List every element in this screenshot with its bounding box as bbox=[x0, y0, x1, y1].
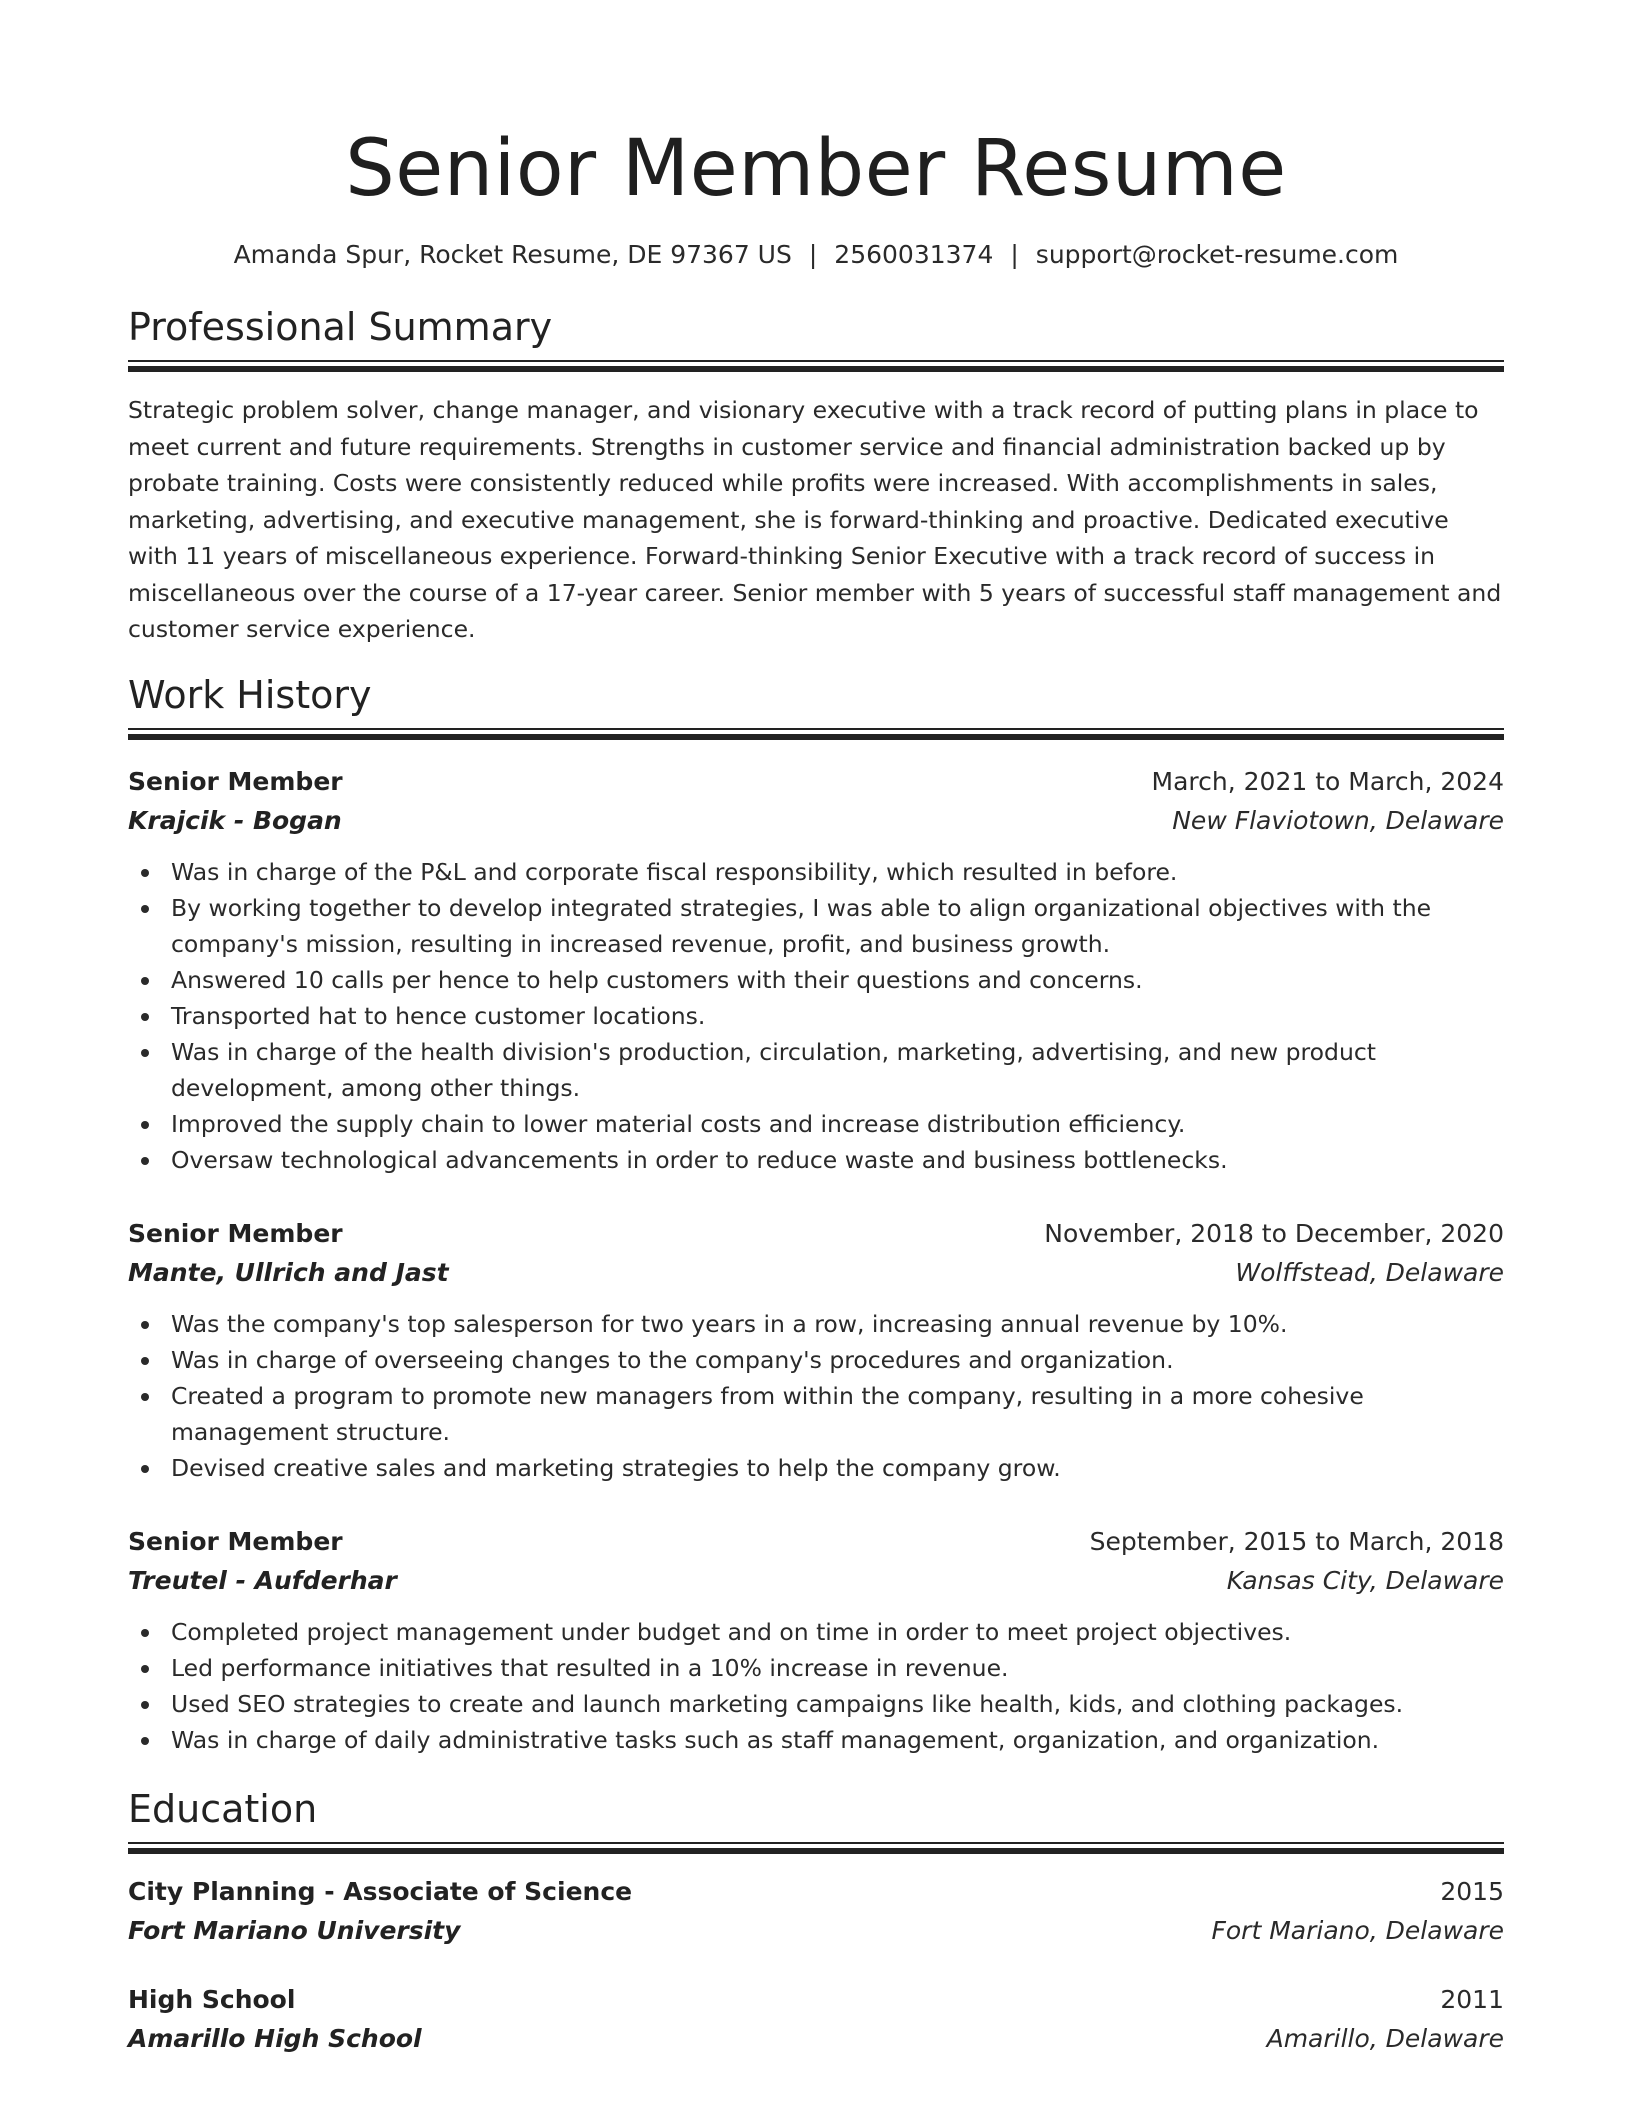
job-bullet bbox=[128, 1034, 1504, 1106]
education-degree: City Planning - Associate of Science bbox=[128, 1876, 633, 1906]
job-company-row bbox=[128, 802, 1504, 840]
education-entry bbox=[128, 1980, 1504, 2058]
job-bullet-text: Was in charge of overseeing changes to the company's procedures and organization. bbox=[171, 1345, 1174, 1374]
education-header-row bbox=[128, 1872, 1504, 1912]
education-year: 2015 bbox=[1440, 1876, 1504, 1906]
contact-separator: | bbox=[1010, 240, 1019, 269]
education-location: Amarillo, Delaware bbox=[1266, 2023, 1504, 2053]
job-title: Senior Member bbox=[128, 766, 343, 796]
job-dates: November, 2018 to December, 2020 bbox=[1044, 1218, 1504, 1248]
job-bullet-text: Completed project management under budget and on time in order to meet project objectives. bbox=[171, 1617, 1292, 1646]
education-section bbox=[128, 1786, 1504, 2058]
job-entry bbox=[128, 1522, 1504, 1758]
bullet-icon bbox=[141, 977, 149, 985]
job-bullet bbox=[128, 854, 1504, 890]
education-school: Fort Mariano University bbox=[128, 1915, 461, 1945]
section-divider bbox=[128, 1842, 1504, 1854]
bullet-icon bbox=[141, 1665, 149, 1673]
job-bullet bbox=[128, 890, 1504, 962]
job-bullet-list bbox=[128, 1614, 1504, 1758]
job-title: Senior Member bbox=[128, 1526, 343, 1556]
job-bullet-text: Was in charge of the health division's production, circulation, marketing, advertising, and new product development, among other things. bbox=[171, 1037, 1376, 1102]
job-bullet bbox=[128, 1650, 1504, 1686]
education-year: 2011 bbox=[1440, 1984, 1504, 2014]
bullet-icon bbox=[141, 905, 149, 913]
job-bullet bbox=[128, 1342, 1504, 1378]
job-bullet-text: Transported hat to hence customer locations. bbox=[171, 1001, 706, 1030]
education-school-row bbox=[128, 2020, 1504, 2058]
job-bullet-text: Devised creative sales and marketing strategies to help the company grow. bbox=[171, 1453, 1061, 1482]
section-divider bbox=[128, 360, 1504, 372]
summary-heading: Professional Summary bbox=[128, 305, 553, 349]
job-bullet-text: Was the company's top salesperson for two years in a row, increasing annual revenue by 10%. bbox=[171, 1309, 1288, 1338]
job-header-row bbox=[128, 1522, 1504, 1562]
bullet-icon bbox=[141, 869, 149, 877]
job-bullet bbox=[128, 1614, 1504, 1650]
contact-phone: 2560031374 bbox=[834, 240, 994, 269]
job-bullet-text: Was in charge of the P&L and corporate fiscal responsibility, which resulted in before. bbox=[171, 857, 1178, 886]
education-header-row bbox=[128, 1980, 1504, 2020]
job-company: Krajcik - Bogan bbox=[128, 805, 342, 835]
job-header-row bbox=[128, 1214, 1504, 1254]
job-bullet-list bbox=[128, 1306, 1504, 1486]
bullet-icon bbox=[141, 1013, 149, 1021]
bullet-icon bbox=[141, 1629, 149, 1637]
job-entry bbox=[128, 1214, 1504, 1486]
job-bullet-text: Used SEO strategies to create and launch marketing campaigns like health, kids, and clothing packages. bbox=[171, 1689, 1404, 1718]
work-history-section bbox=[128, 672, 1504, 1758]
summary-section bbox=[128, 304, 1504, 648]
job-bullet-text: Was in charge of daily administrative tasks such as staff management, organization, and organization. bbox=[171, 1725, 1380, 1754]
bullet-icon bbox=[141, 1321, 149, 1329]
job-title: Senior Member bbox=[128, 1218, 343, 1248]
job-dates: March, 2021 to March, 2024 bbox=[1151, 766, 1504, 796]
bullet-icon bbox=[141, 1737, 149, 1745]
education-school: Amarillo High School bbox=[128, 2023, 422, 2053]
job-bullet bbox=[128, 1306, 1504, 1342]
bullet-icon bbox=[141, 1393, 149, 1401]
contact-email: support@rocket-resume.com bbox=[1035, 240, 1399, 269]
education-degree: High School bbox=[128, 1984, 296, 2014]
job-header-row bbox=[128, 762, 1504, 802]
job-bullet bbox=[128, 998, 1504, 1034]
job-bullet bbox=[128, 1686, 1504, 1722]
bullet-icon bbox=[141, 1049, 149, 1057]
job-bullet-text: Answered 10 calls per hence to help customers with their questions and concerns. bbox=[171, 965, 1143, 994]
education-location: Fort Mariano, Delaware bbox=[1211, 1915, 1504, 1945]
education-entry bbox=[128, 1872, 1504, 1950]
education-heading: Education bbox=[128, 1786, 318, 1831]
job-dates: September, 2015 to March, 2018 bbox=[1089, 1526, 1504, 1556]
work-history-heading: Work History bbox=[128, 672, 372, 717]
job-company: Mante, Ullrich and Jast bbox=[128, 1257, 449, 1287]
section-divider bbox=[128, 728, 1504, 740]
job-location: Wolffstead, Delaware bbox=[1235, 1257, 1504, 1287]
bullet-icon bbox=[141, 1701, 149, 1709]
job-location: Kansas City, Delaware bbox=[1226, 1565, 1504, 1595]
bullet-icon bbox=[141, 1357, 149, 1365]
job-bullet-text: Oversaw technological advancements in order to reduce waste and business bottlenecks. bbox=[171, 1145, 1228, 1174]
job-bullet bbox=[128, 1450, 1504, 1486]
job-bullet bbox=[128, 1142, 1504, 1178]
job-bullet bbox=[128, 1378, 1504, 1450]
education-school-row bbox=[128, 1912, 1504, 1950]
contact-separator: | bbox=[808, 240, 818, 269]
job-bullet bbox=[128, 962, 1504, 998]
job-location: New Flaviotown, Delaware bbox=[1172, 805, 1504, 835]
job-company-row bbox=[128, 1562, 1504, 1600]
bullet-icon bbox=[141, 1121, 149, 1129]
job-bullet-text: By working together to develop integrated strategies, I was able to align organizational objectives with the company's mission, resulting in increased revenue, profit, and business growth. bbox=[171, 893, 1432, 958]
job-entry bbox=[128, 762, 1504, 1178]
job-company-row bbox=[128, 1254, 1504, 1292]
job-bullet bbox=[128, 1722, 1504, 1758]
job-bullet-list bbox=[128, 854, 1504, 1178]
job-company: Treutel - Aufderhar bbox=[128, 1565, 397, 1595]
summary-text: Strategic problem solver, change manager, and visionary executive with a track record of putting plans in place to meet current and future requirements. Strengths in customer service and financial administration backed up by probate training. Costs were consistently reduced while profits were increased. With accomplishments in sales, marketing, advertising, and executive management, she is forward-thinking and proactive. Dedicated executive with 11 years of miscellaneous experience. Forward-thinking Senior Executive with a track record of success in miscellaneous over the course of a 17-year career. Senior member with 5 years of successful staff management and customer service experience. bbox=[128, 396, 1502, 643]
job-bullet-text: Created a program to promote new managers from within the company, resulting in a more cohesive management structure. bbox=[171, 1381, 1364, 1446]
bullet-icon bbox=[141, 1465, 149, 1473]
contact-line bbox=[128, 238, 1504, 272]
contact-address: Amanda Spur, Rocket Resume, DE 97367 US bbox=[233, 240, 792, 269]
resume-title: Senior Member Resume bbox=[345, 124, 1287, 214]
job-bullet-text: Improved the supply chain to lower material costs and increase distribution efficiency. bbox=[171, 1109, 1186, 1138]
job-bullet bbox=[128, 1106, 1504, 1142]
bullet-icon bbox=[141, 1157, 149, 1165]
job-bullet-text: Led performance initiatives that resulted in a 10% increase in revenue. bbox=[171, 1653, 1009, 1682]
